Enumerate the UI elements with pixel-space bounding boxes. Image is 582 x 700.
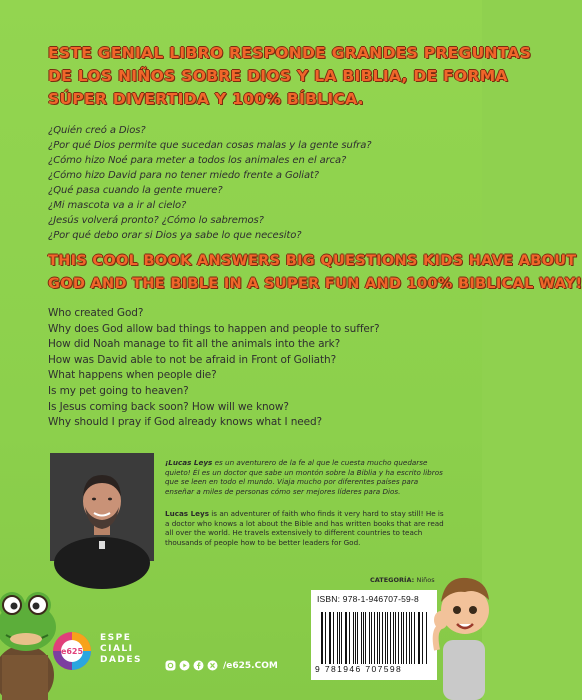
barcode-bar	[419, 612, 420, 664]
category-value: Niños	[416, 576, 435, 584]
logo-mark: e625	[60, 647, 84, 656]
barcode	[321, 612, 427, 664]
x-icon[interactable]	[207, 660, 218, 671]
barcode-bar	[325, 612, 326, 664]
barcode-bar	[357, 612, 358, 664]
author-name: ¡Lucas Leys	[165, 458, 213, 467]
barcode-bar	[409, 612, 410, 664]
barcode-bar	[333, 612, 334, 664]
social-handle[interactable]: /e625.COM	[223, 660, 278, 671]
author-name: Lucas Leys	[165, 509, 210, 518]
headline-en-line: GOD AND THE BIBLE IN A SUPER FUN AND 100% BIBLICAL WAY!	[48, 276, 582, 292]
youtube-icon[interactable]	[179, 660, 190, 671]
questions-english	[48, 306, 448, 431]
question-item: How did Noah manage to fit all the animals into the ark?	[48, 338, 341, 351]
bio-spanish	[165, 458, 447, 496]
question-item: How was David able to not be afraid in Front of Goliath?	[48, 353, 337, 366]
barcode-bar	[411, 612, 412, 664]
headline-english	[48, 250, 582, 296]
wordmark-line: DADES	[100, 655, 143, 665]
headline-es-line: DE LOS NIÑOS SOBRE DIOS Y LA BIBLIA, DE FORMA	[48, 67, 508, 85]
category-label	[370, 576, 435, 584]
barcode-bar	[339, 612, 340, 664]
question-item: ¿Cómo hizo Noé para meter a todos los animales en el arca?	[48, 155, 347, 166]
question-item: Why does God allow bad things to happen and people to suffer?	[48, 322, 380, 335]
barcode-bar	[379, 612, 380, 664]
barcode-bar	[349, 612, 350, 664]
question-item: ¿Por qué debo orar si Dios ya sabe lo que necesito?	[48, 230, 302, 241]
facebook-icon[interactable]	[193, 660, 204, 671]
question-item: ¿Cómo hizo David para no tener miedo frente a Goliat?	[48, 170, 320, 181]
question-item: ¿Qué pasa cuando la gente muere?	[48, 185, 223, 196]
barcode-bar	[365, 612, 366, 664]
barcode-bar	[385, 612, 386, 664]
barcode-bar	[371, 612, 372, 664]
category-key: CATEGORÍA:	[370, 576, 415, 584]
headline-es-line: SÚPER DIVERTIDA Y 100% BÍBLICA.	[48, 90, 364, 108]
isbn-barcode-box	[311, 590, 437, 680]
questions-spanish	[48, 123, 448, 243]
headline-en-line: THIS COOL BOOK ANSWERS BIG QUESTIONS KIDS HAVE ABOUT	[48, 253, 577, 269]
bio-english	[165, 509, 447, 547]
headline-es-line: ESTE GENIAL LIBRO RESPONDE GRANDES PREGUNTAS	[48, 44, 532, 62]
question-item: ¿Quién creó a Dios?	[48, 125, 146, 136]
author-portrait-icon	[50, 453, 154, 561]
wordmark-line: ESPE	[100, 633, 132, 643]
social-links	[165, 660, 278, 671]
barcode-bar	[346, 612, 347, 664]
kid-character-icon	[437, 540, 485, 700]
question-item: What happens when people die?	[48, 369, 217, 382]
question-item: Is Jesus coming back soon? How will we know?	[48, 400, 289, 413]
barcode-digits: 9 781946 707598	[315, 664, 403, 674]
question-item: Why should I pray if God already knows what I need?	[48, 416, 323, 429]
bio-text: es un aventurero de la fe al que le cuesta mucho quedarse quieto! Él es un doctor que sabe un montón sobre la Biblia y ha escrito libros que se leen en todo el mundo. Viaja mucho por diferentes países para enseñar a miles de personas cómo ser mejores líderes para Dios.	[165, 458, 443, 496]
wordmark-line: CIALI	[100, 644, 134, 654]
publisher-wordmark	[100, 633, 142, 666]
frog-character-icon	[0, 575, 62, 700]
headline-spanish	[48, 42, 532, 111]
instagram-icon[interactable]	[165, 660, 176, 671]
barcode-bar	[401, 612, 402, 664]
bio-text: is an adventurer of faith who finds it very hard to stay still! He is a doctor who knows a lot about the Bible and has written books that are read all over the world. He travels extensively to different countries to teach thousands of people how to be better leaders for God.	[165, 509, 444, 547]
question-item: Is my pet going to heaven?	[48, 384, 189, 397]
isbn-label: ISBN: 978-1-946707-59-8	[317, 594, 419, 604]
barcode-bar	[393, 612, 394, 664]
author-photo	[50, 453, 154, 561]
question-item: Who created God?	[48, 307, 144, 319]
question-item: ¿Por qué Dios permite que sucedan cosas malas y la gente sufra?	[48, 140, 372, 151]
question-item: ¿Jesús volverá pronto? ¿Cómo lo sabremos?	[48, 215, 264, 226]
question-item: ¿Mi mascota va a ir al cielo?	[48, 200, 187, 211]
